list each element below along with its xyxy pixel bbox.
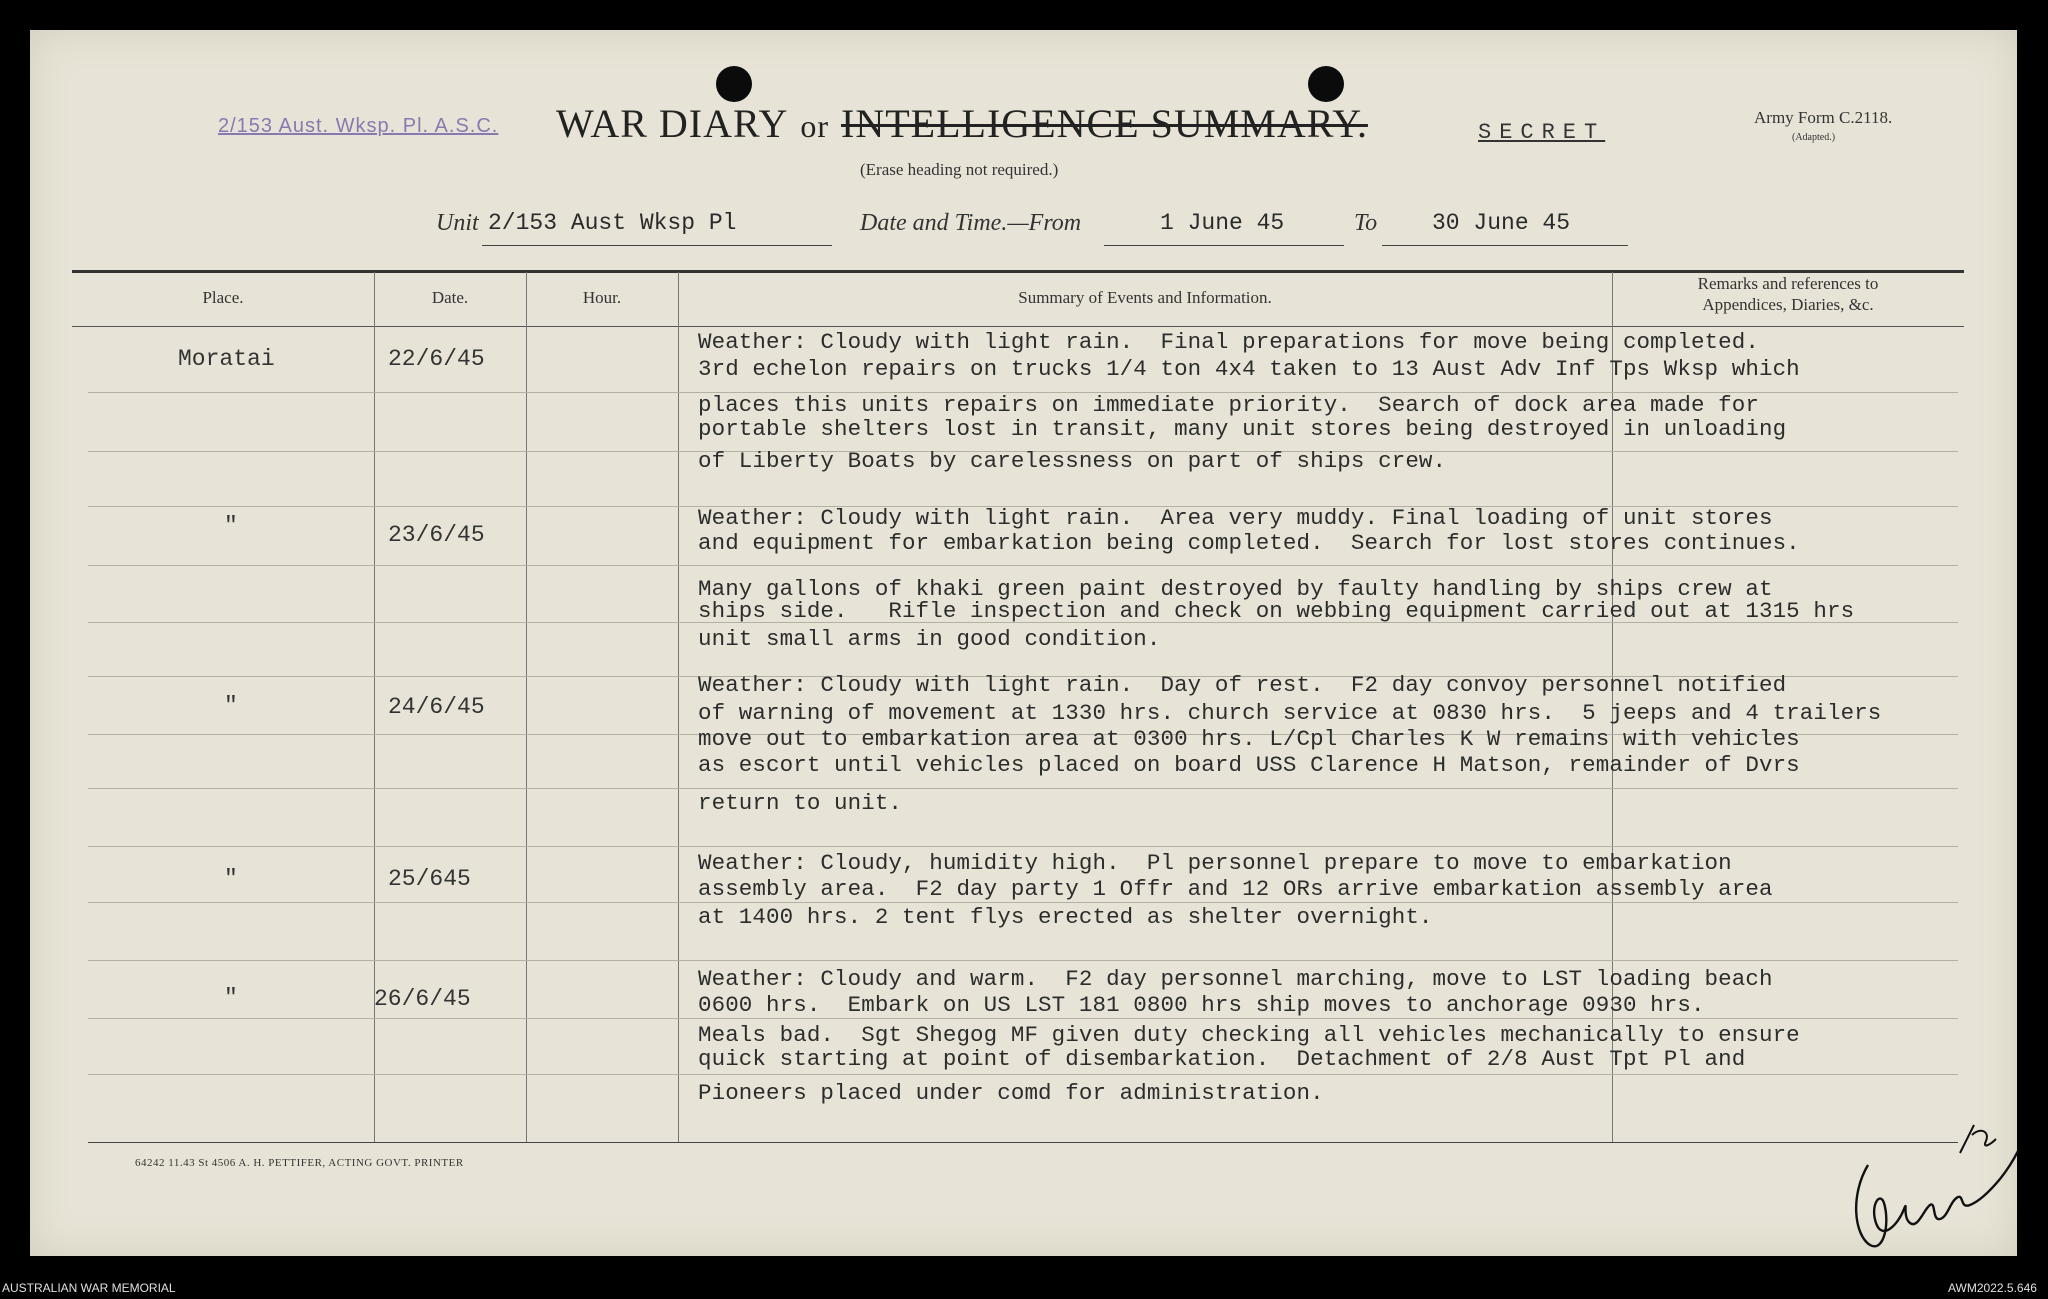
entry-text-line: ships side. Rifle inspection and check on webbing equipment carried out at 1315 hrs bbox=[698, 598, 1855, 624]
date-time-label: Date and Time.—From bbox=[860, 210, 1082, 236]
entry-text-line: and equipment for embarkation being completed. Search for lost stores continues. bbox=[698, 530, 1800, 556]
column-divider bbox=[526, 272, 527, 1142]
handwritten-signature bbox=[1840, 1105, 2020, 1255]
entry-text-line: return to unit. bbox=[698, 790, 903, 816]
entry-place: Moratai bbox=[178, 346, 275, 372]
entry-text-line: 0600 hrs. Embark on US LST 181 0800 hrs ship moves to anchorage 0930 hrs. bbox=[698, 992, 1705, 1018]
entry-text-line: move out to embarkation area at 0300 hrs. L/Cpl Charles K W remains with vehicles bbox=[698, 726, 1800, 752]
column-divider bbox=[678, 272, 679, 1142]
ruled-line bbox=[88, 846, 1958, 847]
header-place: Place. bbox=[202, 288, 244, 307]
entry-place: " bbox=[224, 693, 238, 719]
table-header-border bbox=[72, 326, 1964, 327]
entry-text-line: Weather: Cloudy, humidity high. Pl personnel prepare to move to embarkation bbox=[698, 850, 1732, 876]
ruled-line bbox=[88, 788, 1958, 789]
unit-label: Unit bbox=[436, 210, 479, 236]
header-remarks-line-1: Remarks and references to bbox=[1697, 274, 1879, 293]
title-war-diary: WAR DIARY bbox=[556, 101, 789, 146]
table-bottom-border bbox=[88, 1142, 1958, 1143]
entry-text-line: at 1400 hrs. 2 tent flys erected as shelter overnight. bbox=[698, 904, 1433, 930]
entry-text-line: 3rd echelon repairs on trucks 1/4 ton 4x4 taken to 13 Aust Adv Inf Tps Wksp which bbox=[698, 356, 1800, 382]
to-label: To bbox=[1354, 210, 1378, 236]
entry-text-line: assembly area. F2 day party 1 Offr and 12 ORs arrive embarkation assembly area bbox=[698, 876, 1773, 902]
title-or: or bbox=[800, 108, 829, 144]
entry-text-line: Many gallons of khaki green paint destroyed by faulty handling by ships crew at bbox=[698, 576, 1773, 602]
entry-text-line: Weather: Cloudy with light rain. Area very muddy. Final loading of unit stores bbox=[698, 505, 1773, 531]
entry-place: " bbox=[224, 513, 238, 539]
entry-text-line: of Liberty Boats by carelessness on part of ships crew. bbox=[698, 448, 1447, 474]
entry-date: 26/6/45 bbox=[374, 986, 471, 1012]
adapted-note: (Adapted.) bbox=[1792, 132, 1836, 143]
entry-text-line: Pioneers placed under comd for administration. bbox=[698, 1080, 1324, 1106]
ruled-line bbox=[88, 1074, 1958, 1075]
erase-note: (Erase heading not required.) bbox=[860, 160, 1059, 179]
header-hour: Hour. bbox=[582, 288, 622, 307]
printer-imprint: 64242 11.43 St 4506 A. H. PETTIFER, ACTING GOVT. PRINTER bbox=[135, 1157, 464, 1169]
footer-accession-number: AWM2022.5.646 bbox=[1948, 1281, 2037, 1295]
header-remarks-line-2: Appendices, Diaries, &c. bbox=[1702, 295, 1874, 314]
ruled-line bbox=[88, 902, 1958, 903]
title-struck-heading: INTELLIGENCE SUMMARY. bbox=[841, 101, 1368, 146]
entry-date: 22/6/45 bbox=[388, 346, 485, 372]
entry-text-line: Meals bad. Sgt Shegog MF given duty checking all vehicles mechanically to ensure bbox=[698, 1022, 1800, 1048]
entry-text-line: Weather: Cloudy and warm. F2 day personnel marching, move to LST loading beach bbox=[698, 966, 1773, 992]
form-title bbox=[556, 100, 1368, 147]
header-remarks bbox=[1612, 273, 1964, 315]
header-summary: Summary of Events and Information. bbox=[1018, 288, 1272, 307]
header-date: Date. bbox=[431, 288, 469, 307]
secret-label: SECRET bbox=[1478, 120, 1606, 145]
entry-place: " bbox=[224, 866, 238, 892]
ruled-line bbox=[88, 1018, 1958, 1019]
entry-place: " bbox=[224, 985, 238, 1011]
entry-text-line: as escort until vehicles placed on board USS Clarence H Matson, remainder of Dvrs bbox=[698, 752, 1800, 778]
entry-text-line: Weather: Cloudy with light rain. Day of rest. F2 day convoy personnel notified bbox=[698, 672, 1787, 698]
punch-hole-right bbox=[1308, 66, 1344, 102]
ruled-line bbox=[88, 565, 1958, 566]
unit-stamp: 2/153 Aust. Wksp. Pl. A.S.C. bbox=[218, 115, 499, 137]
entry-text-line: of warning of movement at 1330 hrs. church service at 0830 hrs. 5 jeeps and 4 trailers bbox=[698, 700, 1882, 726]
ruled-line bbox=[88, 960, 1958, 961]
entry-text-line: Weather: Cloudy with light rain. Final preparations for move being completed. bbox=[698, 329, 1759, 355]
entry-date: 24/6/45 bbox=[388, 694, 485, 720]
to-date-field: 30 June 45 bbox=[1382, 210, 1628, 246]
entry-text-line: portable shelters lost in transit, many unit stores being destroyed in unloading bbox=[698, 416, 1787, 442]
entry-date: 25/645 bbox=[388, 866, 471, 892]
entry-text-line: places this units repairs on immediate priority. Search of dock area made for bbox=[698, 392, 1759, 418]
footer-institution: AUSTRALIAN WAR MEMORIAL bbox=[2, 1281, 176, 1295]
from-date-field: 1 June 45 bbox=[1104, 210, 1344, 246]
entry-text-line: unit small arms in good condition. bbox=[698, 626, 1161, 652]
entry-text-line: quick starting at point of disembarkation. Detachment of 2/8 Aust Tpt Pl and bbox=[698, 1046, 1746, 1072]
entry-date: 23/6/45 bbox=[388, 522, 485, 548]
unit-field: 2/153 Aust Wksp Pl bbox=[482, 210, 832, 246]
punch-hole-left bbox=[716, 66, 752, 102]
army-form-number: Army Form C.2118. bbox=[1754, 108, 1893, 127]
